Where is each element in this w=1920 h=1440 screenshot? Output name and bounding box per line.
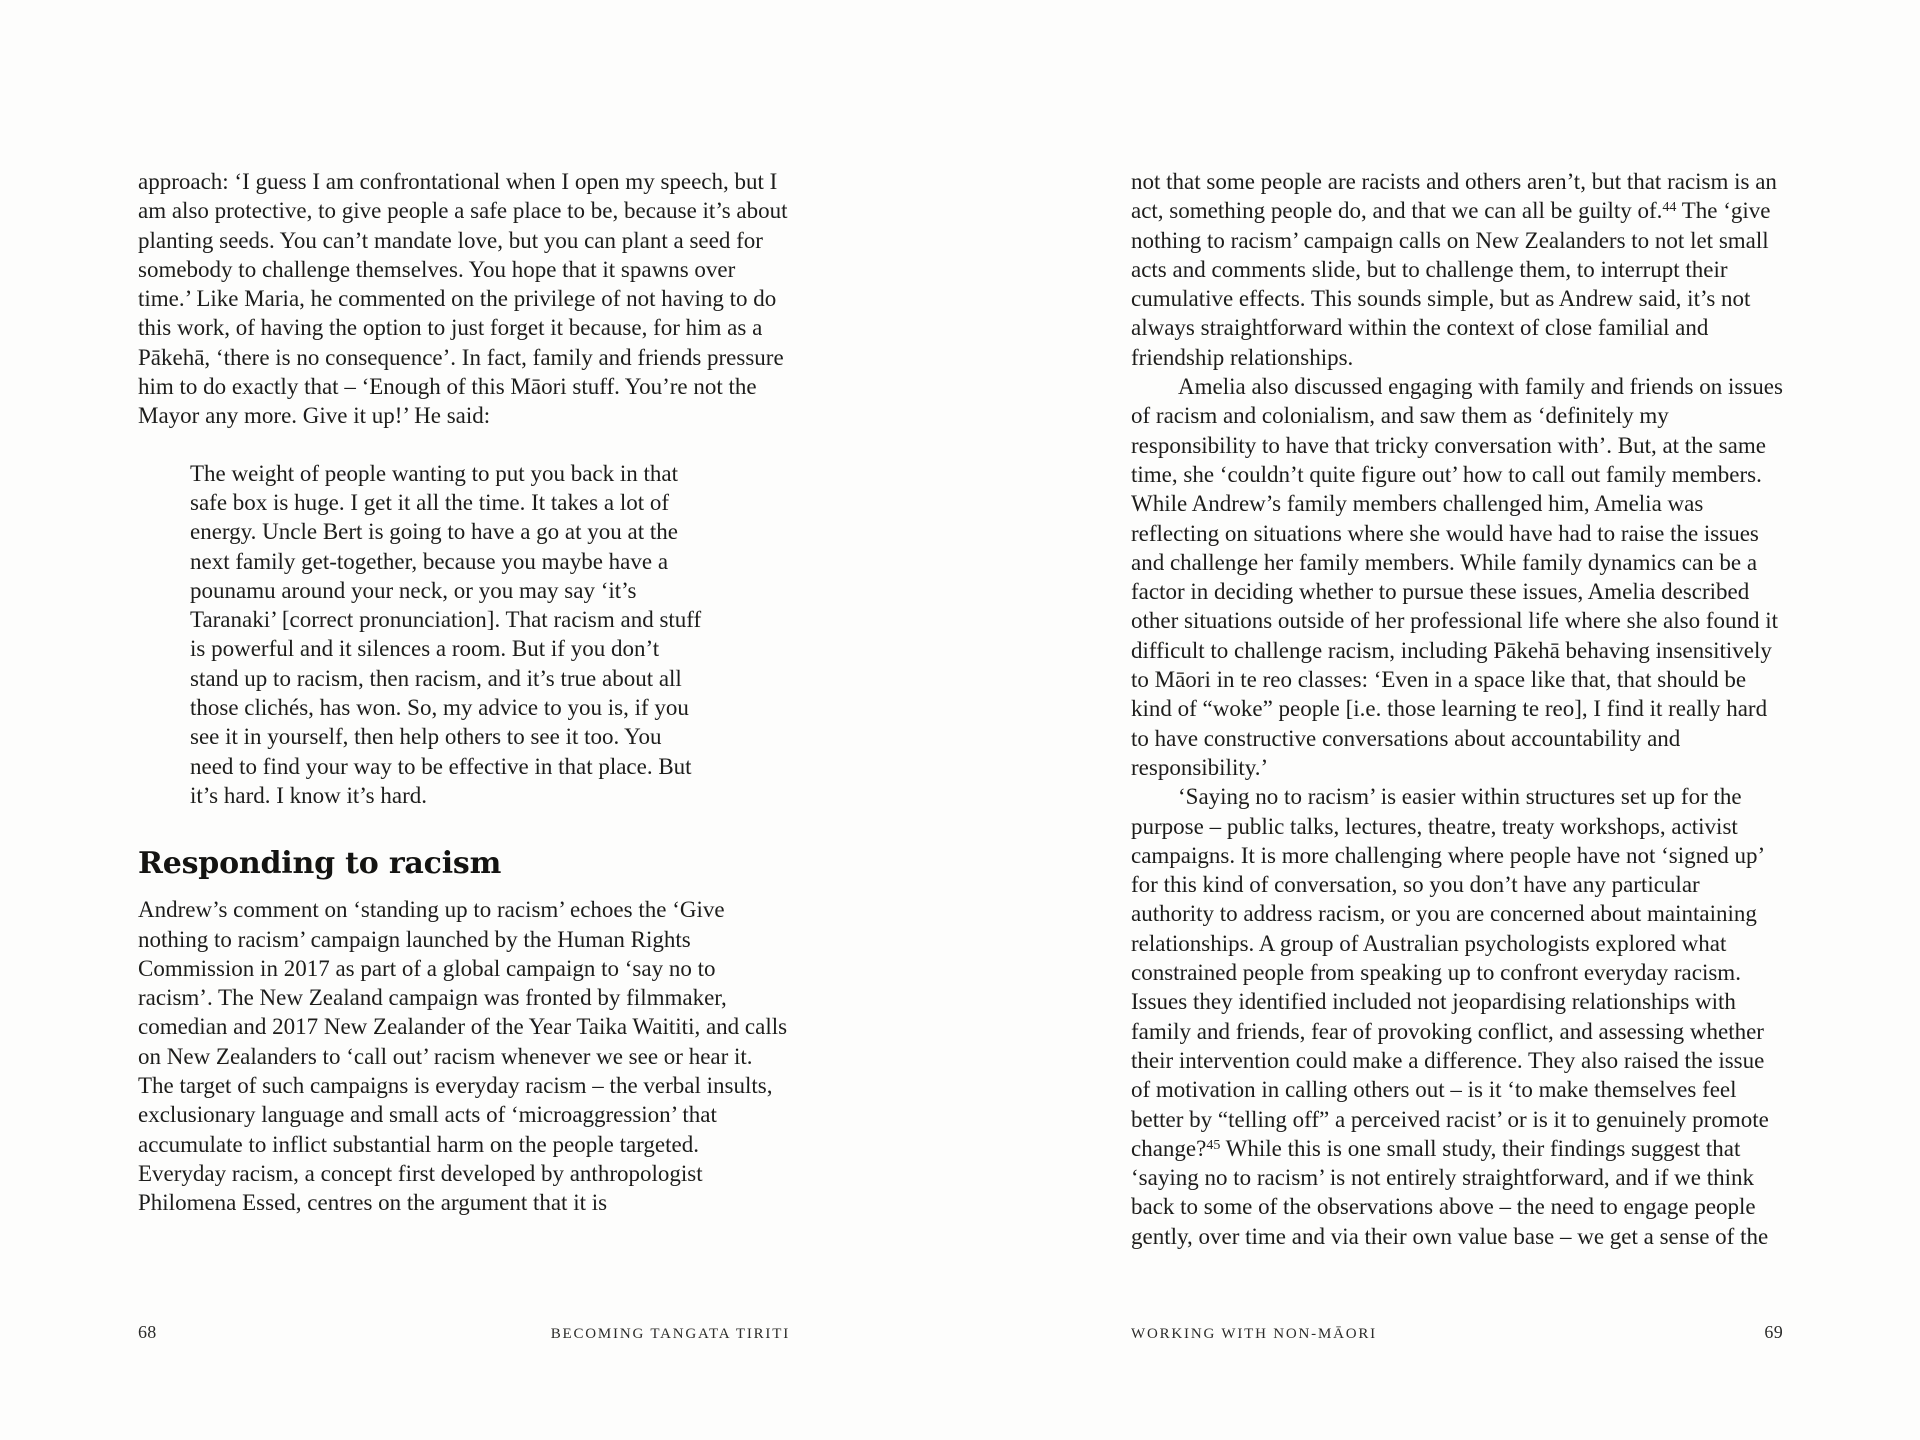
footnote-ref-44: 44 bbox=[1662, 200, 1677, 216]
block-quote: The weight of people wanting to put you back in that safe box is huge. I get it all the time. It takes a lot of energy. Uncle Bert is going to have a go at you at the next family get-together, because you maybe have a pounamu around your neck, or you may say ‘it’s Taranaki’ [correct pronunciation]. That racism and stuff is powerful and it silences a room. But if you don’t stand up to racism, then racism, and it’s true about all those clichés, has won. So, my advice to you is, if you see it in yourself, then help others to see it too. You need to find your way to be effective in that place. But it’s hard. I know it’s hard. bbox=[190, 460, 702, 808]
footnote-ref-45: 45 bbox=[1206, 1137, 1221, 1153]
section-heading: Responding to racism bbox=[138, 846, 502, 882]
paragraph: Andrew’s comment on ‘standing up to racism’ echoes the ‘Give nothing to racism’ campaign launched by the Human Rights Commission in 2017 as part of a global campaign to ‘say no to racism’. The New Zealand campaign was fronted by filmmaker, comedian and 2017 New Zealander of the Year Taika Waititi, and calls on New Zealanders to ‘call out’ racism whenever we see or hear it. The target of such campaigns is everyday racism – the verbal insults, exclusionary language and small acts of ‘microaggression’ that accumulate to inflict substantial harm on the people targeted. Everyday racism, a concept first developed by anthropologist Philomena Essed, centres on the argument that it is bbox=[138, 897, 788, 1216]
paragraph: Amelia also discussed engaging with family and friends on issues of racism and colonialism, and saw them as ‘definitely my responsibility to have that tricky conversation with’. But, at the same time, she ‘couldn’t quite figure out’ how to call out family members. While Andrew’s family members challenged him, Amelia was reflecting on situations where she would have had to raise the issues and challenge her family members. While family dynamics can be a factor in deciding whether to pursue these issues, Amelia described other situations outside of her professional life where she also found it difficult to challenge racism, including Pākehā behaving insensitively to Māori in te reo classes: ‘Even in a space like that, that should be kind of “woke” people [i.e. those learning te reo], I find it really hard to have constructive conversations about accountability and responsibility.’ bbox=[1131, 374, 1783, 780]
paragraph-text: The ‘give nothing to racism’ campaign calls on New Zealanders to not let small acts and comments slide, but to challenge them, to interrupt their cumulative effects. This sounds simple, but as Andrew said, it’s not always straightforward within the context of close familial and friendship relationships. bbox=[1131, 198, 1771, 370]
paragraph-continuation bbox=[1131, 167, 1783, 372]
page-left-footer bbox=[138, 1322, 790, 1343]
running-head: BECOMING TANGATA TIRITI bbox=[550, 1326, 790, 1342]
page-number: 69 bbox=[1764, 1322, 1783, 1342]
paragraph-text: While this is one small study, their findings suggest that ‘saying no to racism’ is not entirely straightforward, and if we think back to some of the observations above – the need to engage people gently, over time and via their own value base – we get a sense of the bbox=[1131, 1135, 1769, 1249]
page-right-footer bbox=[1131, 1322, 1783, 1343]
paragraph bbox=[1131, 782, 1783, 1251]
running-head: WORKING WITH NON-MĀORI bbox=[1131, 1326, 1377, 1342]
paragraph-continuation: approach: ‘I guess I am confrontational when I open my speech, but I am also protective, to give people a safe place to be, because it’s about planting seeds. You can’t mandate love, but you can plant a seed for somebody to challenge themselves. You hope that it spawns over time.’ Like Maria, he commented on the privilege of not having to do this work, of having the option to just forget it because, for him as a Pākehā, ‘there is no consequence’. In fact, family and friends pressure him to do exactly that – ‘Enough of this Māori stuff. You’re not the Mayor any more. Give it up!’ He said: bbox=[138, 169, 788, 429]
page-right-body bbox=[1131, 167, 1783, 1251]
paragraph-text: not that some people are racists and others aren’t, but that racism is an act, something people do, and that we can all be guilty of. bbox=[1131, 169, 1777, 224]
page-number: 68 bbox=[138, 1322, 157, 1342]
paragraph-text: ‘Saying no to racism’ is easier within structures set up for the purpose – public talks, lectures, theatre, treaty workshops, activist campaigns. It is more challenging where people have not ‘signed up’ for this kind of conversation, so you don’t have any particular authority to address racism, or you are concerned about maintaining relationships. A group of Australian psychologists explored what constrained people from speaking up to confront everyday racism. Issues they identified included not jeopardising relationships with family and friends, fear of provoking conflict, and assessing whether their intervention could make a difference. They also raised the issue of motivation in calling others out – is it ‘to make themselves feel better by “telling off” a perceived racist’ or is it to genuinely promote change? bbox=[1131, 784, 1769, 1161]
page-left-body bbox=[138, 167, 790, 1218]
